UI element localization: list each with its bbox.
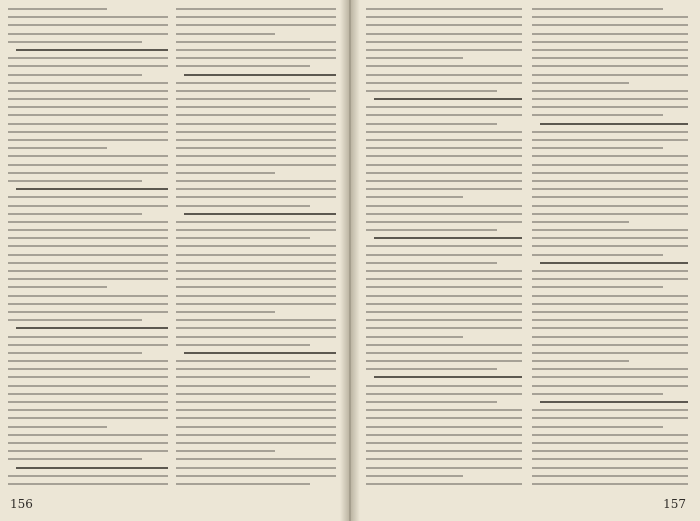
text-line-placeholder [176, 278, 336, 280]
right-page-number: 157 [663, 497, 686, 511]
text-line-placeholder [176, 172, 275, 174]
text-line-placeholder [8, 196, 168, 198]
text-line-placeholder [8, 8, 107, 10]
text-line-placeholder [366, 475, 463, 477]
right-column-2 [532, 8, 688, 486]
text-line-placeholder [176, 229, 336, 231]
text-line-placeholder [366, 344, 522, 346]
text-line-placeholder [532, 442, 688, 444]
text-line-placeholder [176, 123, 336, 125]
text-line-placeholder [8, 458, 142, 460]
text-line-placeholder [8, 98, 168, 100]
text-line-placeholder [366, 245, 522, 247]
text-line-placeholder [366, 16, 522, 18]
text-line-placeholder [176, 467, 336, 469]
text-line-placeholder [8, 311, 168, 313]
right-page [352, 0, 700, 521]
text-line-placeholder [532, 237, 688, 239]
text-line-placeholder [8, 205, 168, 207]
text-line-placeholder [532, 245, 688, 247]
text-line-placeholder [176, 245, 336, 247]
text-line-placeholder [366, 180, 522, 182]
text-line-placeholder [176, 475, 336, 477]
text-line-placeholder [176, 417, 336, 419]
text-line-placeholder [8, 24, 168, 26]
text-line-placeholder [532, 475, 688, 477]
text-line-placeholder [176, 155, 336, 157]
text-line-placeholder [366, 434, 522, 436]
text-line-placeholder [366, 213, 522, 215]
text-line-placeholder [532, 311, 688, 313]
text-line-placeholder [8, 74, 142, 76]
text-line-placeholder [366, 24, 522, 26]
text-line-placeholder [8, 245, 168, 247]
text-line-placeholder [366, 254, 522, 256]
text-line-placeholder [366, 155, 522, 157]
text-line-placeholder [8, 172, 168, 174]
text-line-placeholder [366, 205, 522, 207]
text-line-placeholder [176, 286, 336, 288]
text-line-placeholder [176, 434, 336, 436]
text-line-placeholder [8, 213, 142, 215]
text-line-placeholder [8, 450, 168, 452]
text-line-placeholder [532, 155, 688, 157]
text-line-placeholder [8, 278, 168, 280]
text-line-placeholder [366, 221, 522, 223]
text-line-placeholder [8, 319, 142, 321]
text-line-placeholder [532, 57, 688, 59]
text-line-placeholder [366, 188, 522, 190]
text-line-placeholder [532, 467, 688, 469]
left-page-number: 156 [10, 497, 33, 511]
text-line-placeholder [532, 221, 629, 223]
text-line-placeholder [366, 368, 497, 370]
text-line-placeholder [176, 90, 336, 92]
text-line-placeholder [532, 417, 688, 419]
text-line-placeholder [366, 164, 522, 166]
text-line-placeholder [366, 106, 522, 108]
text-line-placeholder [532, 164, 688, 166]
text-line-placeholder [532, 188, 688, 190]
text-line-placeholder [176, 196, 336, 198]
text-line-placeholder [176, 57, 336, 59]
text-line-placeholder [176, 131, 336, 133]
text-line-placeholder [532, 139, 688, 141]
text-line-placeholder [532, 33, 688, 35]
text-line-placeholder [532, 82, 629, 84]
text-line-placeholder [8, 57, 168, 59]
text-line-placeholder [16, 327, 168, 329]
text-line-placeholder [8, 65, 168, 67]
text-line-placeholder [8, 368, 168, 370]
text-line-placeholder [532, 278, 688, 280]
text-line-placeholder [8, 352, 142, 354]
text-line-placeholder [532, 458, 688, 460]
text-line-placeholder [176, 16, 336, 18]
text-line-placeholder [176, 82, 336, 84]
text-line-placeholder [8, 114, 168, 116]
text-line-placeholder [366, 385, 522, 387]
text-line-placeholder [532, 147, 663, 149]
text-line-placeholder [532, 336, 688, 338]
text-line-placeholder [8, 139, 168, 141]
text-line-placeholder [366, 450, 522, 452]
text-line-placeholder [176, 270, 336, 272]
text-line-placeholder [8, 254, 168, 256]
text-line-placeholder [366, 483, 522, 485]
right-column-1 [366, 8, 522, 486]
text-line-placeholder [176, 98, 310, 100]
text-line-placeholder [16, 467, 168, 469]
text-line-placeholder [176, 221, 336, 223]
text-line-placeholder [8, 376, 168, 378]
text-line-placeholder [366, 311, 522, 313]
text-line-placeholder [532, 16, 688, 18]
text-line-placeholder [532, 352, 688, 354]
text-line-placeholder [8, 41, 142, 43]
text-line-placeholder [176, 319, 336, 321]
text-line-placeholder [8, 90, 168, 92]
text-line-placeholder [176, 303, 336, 305]
text-line-placeholder [532, 41, 688, 43]
text-line-placeholder [366, 49, 522, 51]
text-line-placeholder [8, 262, 168, 264]
text-line-placeholder [366, 139, 522, 141]
text-line-placeholder [532, 213, 688, 215]
text-line-placeholder [176, 295, 336, 297]
text-line-placeholder [8, 393, 168, 395]
text-line-placeholder [532, 409, 688, 411]
text-line-placeholder [176, 393, 336, 395]
text-line-placeholder [532, 303, 688, 305]
text-line-placeholder [532, 65, 688, 67]
text-line-placeholder [366, 319, 522, 321]
text-line-placeholder [532, 270, 688, 272]
text-line-placeholder [366, 270, 522, 272]
text-line-placeholder [366, 442, 522, 444]
text-line-placeholder [184, 74, 336, 76]
text-line-placeholder [532, 426, 663, 428]
text-line-placeholder [8, 131, 168, 133]
text-line-placeholder [176, 237, 310, 239]
text-line-placeholder [532, 344, 688, 346]
text-line-placeholder [8, 417, 168, 419]
text-line-placeholder [366, 147, 522, 149]
text-line-placeholder [8, 286, 107, 288]
text-line-placeholder [366, 393, 522, 395]
text-line-placeholder [532, 434, 688, 436]
text-line-placeholder [532, 49, 688, 51]
text-line-placeholder [366, 360, 522, 362]
left-page [0, 0, 348, 521]
text-line-placeholder [8, 106, 168, 108]
text-line-placeholder [8, 303, 168, 305]
text-line-placeholder [8, 237, 168, 239]
text-line-placeholder [176, 205, 310, 207]
text-line-placeholder [374, 376, 522, 378]
text-line-placeholder [184, 213, 336, 215]
text-line-placeholder [8, 442, 168, 444]
text-line-placeholder [176, 114, 336, 116]
text-line-placeholder [176, 262, 336, 264]
text-line-placeholder [8, 123, 168, 125]
text-line-placeholder [8, 434, 168, 436]
text-line-placeholder [366, 327, 522, 329]
text-line-placeholder [366, 262, 497, 264]
left-column-1 [8, 8, 168, 486]
text-line-placeholder [366, 82, 522, 84]
text-line-placeholder [8, 426, 107, 428]
book-gutter [340, 0, 360, 521]
text-line-placeholder [176, 458, 336, 460]
text-line-placeholder [532, 385, 688, 387]
text-line-placeholder [532, 131, 688, 133]
text-line-placeholder [532, 286, 663, 288]
text-line-placeholder [366, 303, 522, 305]
text-line-placeholder [366, 131, 522, 133]
text-line-placeholder [366, 196, 463, 198]
text-line-placeholder [366, 278, 522, 280]
text-line-placeholder [532, 74, 688, 76]
text-line-placeholder [8, 229, 168, 231]
text-line-placeholder [176, 24, 336, 26]
text-line-placeholder [176, 33, 275, 35]
text-line-placeholder [176, 401, 336, 403]
text-line-placeholder [532, 319, 688, 321]
text-line-placeholder [532, 483, 688, 485]
text-line-placeholder [366, 229, 497, 231]
text-line-placeholder [8, 221, 168, 223]
text-line-placeholder [176, 336, 336, 338]
text-line-placeholder [366, 295, 522, 297]
text-line-placeholder [532, 254, 663, 256]
text-line-placeholder [176, 311, 275, 313]
text-line-placeholder [8, 16, 168, 18]
text-line-placeholder [532, 98, 688, 100]
text-line-placeholder [366, 417, 522, 419]
text-line-placeholder [366, 74, 522, 76]
text-line-placeholder [366, 41, 522, 43]
text-line-placeholder [176, 49, 336, 51]
text-line-placeholder [366, 336, 463, 338]
text-line-placeholder [366, 172, 522, 174]
text-line-placeholder [8, 401, 168, 403]
text-line-placeholder [8, 33, 168, 35]
text-line-placeholder [532, 393, 663, 395]
text-line-placeholder [532, 106, 688, 108]
text-line-placeholder [366, 33, 522, 35]
text-line-placeholder [176, 164, 336, 166]
text-line-placeholder [366, 65, 522, 67]
text-line-placeholder [176, 368, 336, 370]
text-line-placeholder [16, 49, 168, 51]
text-line-placeholder [176, 65, 310, 67]
text-line-placeholder [540, 262, 688, 264]
text-line-placeholder [532, 360, 629, 362]
text-line-placeholder [366, 352, 522, 354]
text-line-placeholder [366, 467, 522, 469]
text-line-placeholder [540, 401, 688, 403]
text-line-placeholder [366, 90, 497, 92]
text-line-placeholder [532, 114, 663, 116]
text-line-placeholder [8, 155, 168, 157]
text-line-placeholder [8, 360, 168, 362]
left-column-2 [176, 8, 336, 486]
text-line-placeholder [8, 180, 142, 182]
text-line-placeholder [176, 450, 275, 452]
text-line-placeholder [366, 458, 522, 460]
text-line-placeholder [374, 98, 522, 100]
text-line-placeholder [532, 196, 688, 198]
text-line-placeholder [8, 483, 168, 485]
text-line-placeholder [532, 327, 688, 329]
text-line-placeholder [532, 24, 688, 26]
text-line-placeholder [176, 442, 336, 444]
text-line-placeholder [176, 409, 336, 411]
text-line-placeholder [8, 385, 168, 387]
text-line-placeholder [366, 286, 522, 288]
text-line-placeholder [532, 90, 688, 92]
text-line-placeholder [532, 229, 688, 231]
text-line-placeholder [176, 139, 336, 141]
text-line-placeholder [176, 360, 336, 362]
text-line-placeholder [8, 344, 168, 346]
text-line-placeholder [366, 8, 522, 10]
text-line-placeholder [8, 475, 168, 477]
text-line-placeholder [532, 295, 688, 297]
text-line-placeholder [374, 237, 522, 239]
text-line-placeholder [176, 188, 336, 190]
text-line-placeholder [16, 188, 168, 190]
text-line-placeholder [176, 426, 336, 428]
text-line-placeholder [532, 172, 688, 174]
text-line-placeholder [176, 41, 336, 43]
text-line-placeholder [176, 254, 336, 256]
text-line-placeholder [176, 344, 310, 346]
text-line-placeholder [532, 368, 688, 370]
text-line-placeholder [176, 180, 336, 182]
text-line-placeholder [532, 8, 663, 10]
text-line-placeholder [176, 8, 336, 10]
text-line-placeholder [532, 205, 688, 207]
text-line-placeholder [176, 385, 336, 387]
text-line-placeholder [366, 57, 463, 59]
text-line-placeholder [8, 409, 168, 411]
text-line-placeholder [532, 376, 688, 378]
text-line-placeholder [8, 82, 168, 84]
text-line-placeholder [532, 450, 688, 452]
text-line-placeholder [184, 352, 336, 354]
text-line-placeholder [540, 123, 688, 125]
text-line-placeholder [176, 106, 336, 108]
text-line-placeholder [366, 401, 497, 403]
text-line-placeholder [366, 123, 497, 125]
text-line-placeholder [366, 426, 522, 428]
text-line-placeholder [8, 147, 107, 149]
text-line-placeholder [176, 327, 336, 329]
text-line-placeholder [532, 180, 688, 182]
text-line-placeholder [366, 114, 522, 116]
text-line-placeholder [366, 409, 522, 411]
text-line-placeholder [176, 376, 310, 378]
text-line-placeholder [176, 147, 336, 149]
text-line-placeholder [8, 164, 168, 166]
text-line-placeholder [176, 483, 310, 485]
text-line-placeholder [8, 336, 168, 338]
text-line-placeholder [8, 295, 168, 297]
text-line-placeholder [8, 270, 168, 272]
